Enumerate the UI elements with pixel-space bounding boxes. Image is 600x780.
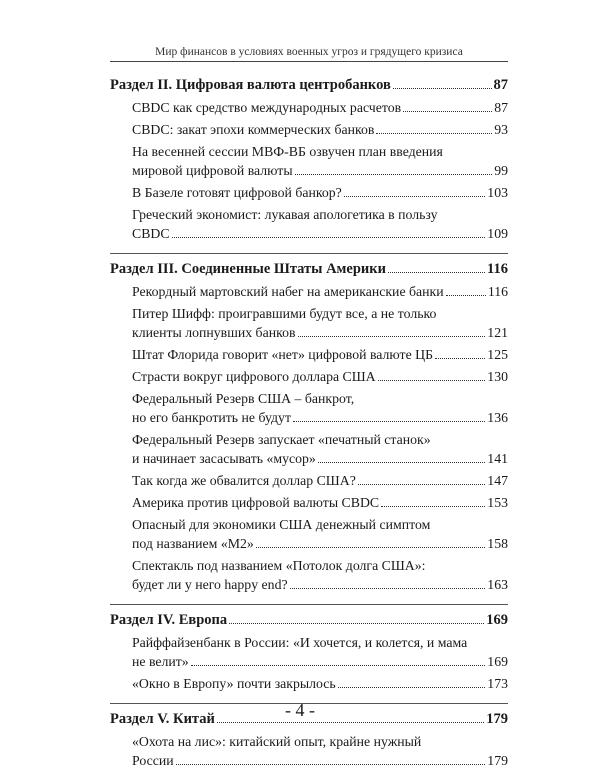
toc-entry[interactable] xyxy=(110,430,508,468)
dot-leader xyxy=(298,336,486,337)
entry-title: Так когда же обвалится доллар США? xyxy=(132,473,356,488)
entry-title: В Базеле готовят цифровой банкор? xyxy=(132,185,342,200)
page-number: - 4 - xyxy=(285,700,315,720)
toc-entry[interactable] xyxy=(110,493,508,512)
entry-title-line: Опасный для экономики США денежный симптом xyxy=(132,517,431,532)
entry-title: России xyxy=(132,753,174,768)
entry-title: и начинает засасывать «мусор» xyxy=(132,451,316,466)
entry-title: CBDC как средство международных расчетов xyxy=(132,100,402,115)
dot-leader xyxy=(446,295,486,296)
section-heading[interactable] xyxy=(110,76,508,95)
section-page-number: 179 xyxy=(486,711,508,727)
dot-leader xyxy=(290,588,486,589)
entry-title: «Окно в Европу» почти закрылось xyxy=(132,676,336,691)
entry-title-line: Федеральный Резерв США – банкрот, xyxy=(132,391,355,406)
toc-entry[interactable] xyxy=(110,142,508,180)
toc-entry[interactable] xyxy=(110,205,508,243)
entry-title-line: Греческий экономист: лукавая апологетика в пользу xyxy=(132,207,438,222)
section-page-number: 87 xyxy=(493,77,508,93)
entry-title: Страсти вокруг цифрового доллара США xyxy=(132,369,376,384)
entry-title: Америка против цифровой валюты CBDC xyxy=(132,495,380,510)
entry-title-line: На весенней сессии МВФ-ВБ озвучен план введения xyxy=(132,144,443,159)
entry-title: CBDC xyxy=(132,226,170,241)
dot-leader xyxy=(217,722,484,723)
entry-page-number: 163 xyxy=(487,577,508,592)
dot-leader xyxy=(388,272,485,273)
toc-section xyxy=(110,605,508,704)
toc-entry[interactable] xyxy=(110,282,508,301)
entry-page-number: 103 xyxy=(487,185,508,200)
entry-page-number: 109 xyxy=(487,226,508,241)
toc-entry[interactable] xyxy=(110,120,508,139)
entry-title-line: Федеральный Резерв запускает «печатный станок» xyxy=(132,432,431,447)
dot-leader xyxy=(376,133,492,134)
dot-leader xyxy=(403,111,492,112)
toc-entry[interactable] xyxy=(110,674,508,693)
dot-leader xyxy=(338,687,486,688)
entry-page-number: 125 xyxy=(487,347,508,362)
entry-title: клиенты лопнувших банков xyxy=(132,325,296,340)
toc-entry[interactable] xyxy=(110,556,508,594)
dot-leader xyxy=(378,380,486,381)
entry-page-number: 93 xyxy=(494,122,508,137)
toc-entry[interactable] xyxy=(110,183,508,202)
dot-leader xyxy=(293,421,485,422)
section-title: Раздел V. Китай xyxy=(110,711,215,727)
dot-leader xyxy=(381,506,485,507)
toc-entry[interactable] xyxy=(110,515,508,553)
toc-entry[interactable] xyxy=(110,345,508,364)
dot-leader xyxy=(256,547,485,548)
toc-entry[interactable] xyxy=(110,389,508,427)
entry-title-line: Питер Шифф: проигравшими будут все, а не только xyxy=(132,306,437,321)
section-heading[interactable] xyxy=(110,611,508,630)
entry-title-line: Райффайзенбанк в России: «И хочется, и колется, и мама xyxy=(132,635,468,650)
dot-leader xyxy=(191,665,486,666)
dot-leader xyxy=(358,484,485,485)
toc-section xyxy=(110,254,508,605)
entry-title: не велит» xyxy=(132,654,189,669)
entry-page-number: 99 xyxy=(494,163,508,178)
section-page-number: 169 xyxy=(486,612,508,628)
dot-leader xyxy=(393,88,492,89)
dot-leader xyxy=(172,237,486,238)
entry-page-number: 173 xyxy=(487,676,508,691)
toc-entry[interactable] xyxy=(110,471,508,490)
section-title: Раздел III. Соединенные Штаты Америки xyxy=(110,261,386,277)
entry-page-number: 153 xyxy=(487,495,508,510)
entry-title: но его банкротить не будут xyxy=(132,410,291,425)
dot-leader xyxy=(344,196,486,197)
entry-page-number: 141 xyxy=(487,451,508,466)
section-page-number: 116 xyxy=(487,261,508,277)
dot-leader xyxy=(176,764,486,765)
dot-leader xyxy=(318,462,485,463)
section-heading[interactable] xyxy=(110,260,508,279)
entry-title: Штат Флорида говорит «нет» цифровой валюте ЦБ xyxy=(132,347,434,362)
toc-section xyxy=(110,70,508,254)
entry-page-number: 121 xyxy=(487,325,508,340)
entry-page-number: 158 xyxy=(487,536,508,551)
entry-page-number: 130 xyxy=(487,369,508,384)
entry-page-number: 147 xyxy=(487,473,508,488)
dot-leader xyxy=(229,623,484,624)
entry-title: CBDC: закат эпохи коммерческих банков xyxy=(132,122,375,137)
entry-title-line: Спектакль под названием «Потолок долга США»: xyxy=(132,558,426,573)
entry-title: под названием «M2» xyxy=(132,536,254,551)
entry-page-number: 179 xyxy=(487,753,508,768)
entry-page-number: 136 xyxy=(487,410,508,425)
entry-title-line: «Охота на лис»: китайский опыт, крайне нужный xyxy=(132,734,422,749)
dot-leader xyxy=(295,174,493,175)
entry-title: Рекордный мартовский набег на американские банки xyxy=(132,284,444,299)
toc-entry[interactable] xyxy=(110,98,508,117)
table-of-contents xyxy=(110,70,508,780)
toc-entry[interactable] xyxy=(110,304,508,342)
running-head: Мир финансов в условиях военных угроз и грядущего кризиса xyxy=(110,46,508,62)
toc-entry[interactable] xyxy=(110,367,508,386)
entry-page-number: 116 xyxy=(487,284,508,299)
section-title: Раздел IV. Европа xyxy=(110,612,228,628)
section-title: Раздел II. Цифровая валюта центробанков xyxy=(110,77,391,93)
toc-entry[interactable] xyxy=(110,732,508,770)
dot-leader xyxy=(435,358,485,359)
entry-title: будет ли у него happy end? xyxy=(132,577,288,592)
entry-page-number: 87 xyxy=(494,100,508,115)
toc-entry[interactable] xyxy=(110,633,508,671)
entry-page-number: 169 xyxy=(487,654,508,669)
entry-title: мировой цифровой валюты xyxy=(132,163,293,178)
